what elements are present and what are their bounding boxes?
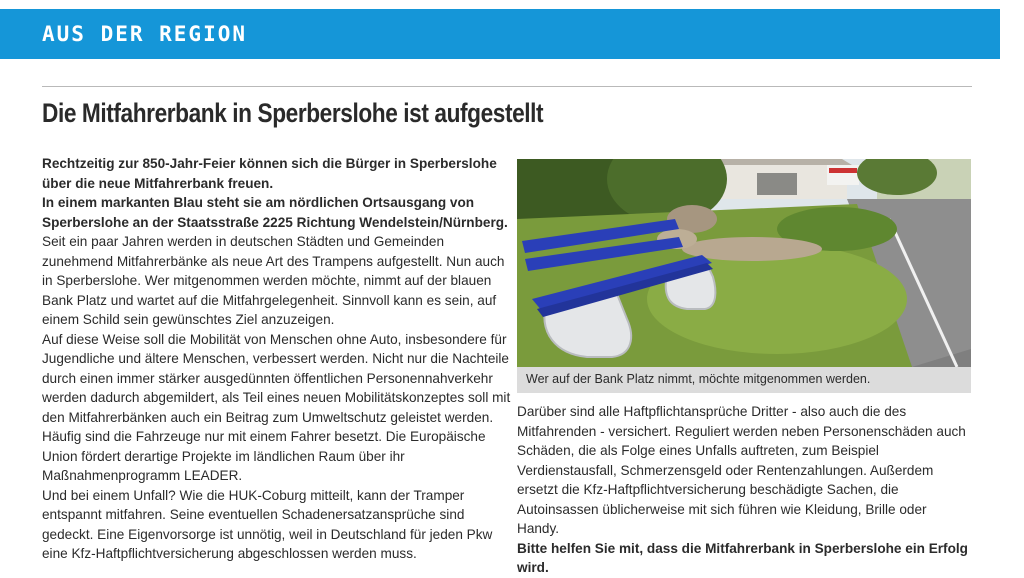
photo-caption	[517, 367, 971, 393]
article-left-column	[42, 154, 512, 564]
article-headline: Die Mitfahrerbank in Sperberslohe ist aufgestellt	[42, 98, 544, 128]
body-paragraph-3: Und bei einem Unfall? Wie die HUK-Coburg mitteilt, kann der Tramper entspannt mitfahren. Seine eventuellen Schadenersatzansprüche sind gedeckt. Eine Eigenvorsorge ist unnötig, weil in Deutschland für jeden Pkw eine Kfz-Haftpflichtversicherung abgeschlossen werden muss.	[42, 487, 493, 561]
section-title: AUS DER REGION	[42, 22, 248, 46]
caption-text: Wer auf der Bank Platz nimmt, möchte mitgenommen werden.	[526, 372, 871, 386]
article-right-column	[517, 402, 972, 578]
lead-paragraph-2: In einem markanten Blau steht sie am nördlichen Ortsausgang von Sperberslohe an der Staatsstraße 2225 Richtung Wendelstein/Nürnberg.	[42, 195, 508, 230]
section-banner	[0, 9, 1000, 59]
body-paragraph-2: Auf diese Weise soll die Mobilität von Menschen ohne Auto, insbesondere für Jugendliche und ältere Menschen, verbessert werden. Nicht nur die Nachteile durch einen immer stärker ausgedünnten öffentlichen Personennahverkehr werden dadurch abgemildert, als Teil eines neuen Mobilitätskonzeptes soll mit den Mitfahrerbänken auch ein Beitrag zum Umweltschutz geleistet werden. Häufig sind die Fahrzeuge nur mit einem Fahrer besetzt. Die Europäische Union fördert derartige Projekte im ländlichen Raum über ihr Maßnahmenprogramm LEADER.	[42, 331, 511, 483]
body-paragraph-1: Seit ein paar Jahren werden in deutschen Städten und Gemeinden zunehmend Mitfahrerbänke als neue Art des Trampens aufgestellt. Nun auch in Sperberslohe. Wer mitgenommen werden möchte, nimmt auf der blauen Bank Platz und wartet auf die Mitfahrgelegenheit. Sinnvoll kann es sein, auf einem Schild sein gewünschtes Ziel anzuzeigen.	[42, 234, 505, 327]
lead-paragraph-1: Rechtzeitig zur 850-Jahr-Feier können sich die Bürger in Sperberslohe über die neue Mitfahrerbank freuen.	[42, 156, 497, 191]
divider	[42, 86, 972, 87]
body-paragraph-4: Darüber sind alle Haftpflichtansprüche Dritter - also auch die des Mitfahrenden - versichert. Reguliert werden neben Personenschäden auch Schäden, die als Folge eines Unfalls auftreten, zum Beispiel Verdienstausfall, Schmerzensgeld oder Rentenzahlungen. Außerdem ersetzt die Kfz-Haftpflichtversicherung beschädigte Sachen, die Autoinsassen üblicherweise mit sich führen wie Kleidung, Brille oder Handy.	[517, 404, 966, 536]
closing-paragraph: Bitte helfen Sie mit, dass die Mitfahrerbank in Sperberslohe ein Erfolg wird.	[517, 540, 968, 575]
bench-photo	[517, 159, 971, 367]
